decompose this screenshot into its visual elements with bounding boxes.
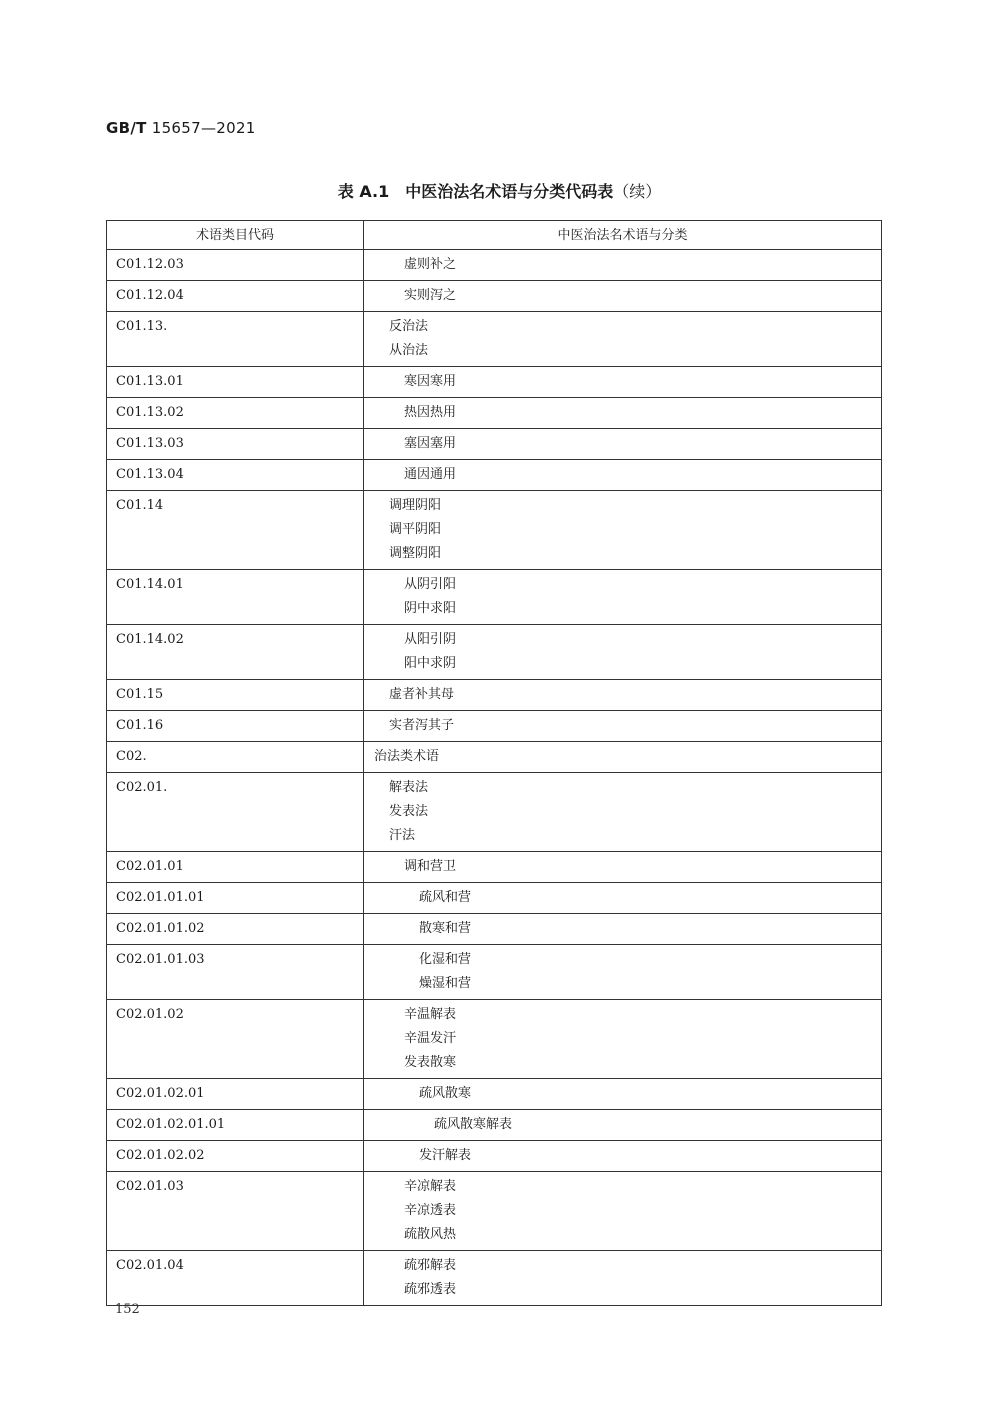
category-code-cell: C01.13.01 bbox=[107, 367, 364, 398]
table-row bbox=[107, 625, 882, 680]
term-text: 发表法 bbox=[389, 804, 429, 819]
term-cell bbox=[364, 460, 882, 491]
term-text: 疏风和营 bbox=[419, 890, 472, 905]
table-row bbox=[107, 281, 882, 312]
term-text: 寒因寒用 bbox=[404, 374, 457, 389]
category-code-cell: C02. bbox=[107, 742, 364, 773]
term-text: 反治法 bbox=[389, 319, 429, 334]
term-text: 调和营卫 bbox=[404, 859, 457, 874]
category-code-cell: C01.12.04 bbox=[107, 281, 364, 312]
term-text: 发表散寒 bbox=[404, 1055, 457, 1070]
table-row bbox=[107, 1110, 882, 1141]
term-text: 调平阴阳 bbox=[389, 522, 442, 537]
term-text: 疏散风热 bbox=[404, 1227, 457, 1242]
table-title-main: 表 A.1 中医治法名术语与分类代码表 bbox=[337, 182, 614, 201]
table-row bbox=[107, 1141, 882, 1172]
table-row bbox=[107, 945, 882, 1000]
table-row bbox=[107, 367, 882, 398]
table-row bbox=[107, 711, 882, 742]
term-text: 调理阴阳 bbox=[389, 498, 442, 513]
table-row bbox=[107, 1172, 882, 1251]
column-header-code: 术语类目代码 bbox=[107, 221, 364, 250]
category-code-cell: C02.01.03 bbox=[107, 1172, 364, 1251]
table-row bbox=[107, 250, 882, 281]
table-row bbox=[107, 1000, 882, 1079]
category-code-cell: C01.12.03 bbox=[107, 250, 364, 281]
standard-prefix: GB/T bbox=[106, 119, 147, 137]
table-row bbox=[107, 773, 882, 852]
term-text: 疏邪解表 bbox=[404, 1258, 457, 1273]
category-code-cell: C01.13.02 bbox=[107, 398, 364, 429]
term-cell bbox=[364, 1251, 882, 1306]
table-title bbox=[0, 179, 999, 202]
term-text: 调整阴阳 bbox=[389, 546, 442, 561]
term-text: 阴中求阳 bbox=[404, 601, 457, 616]
table-row bbox=[107, 429, 882, 460]
page-number: 152 bbox=[115, 1302, 140, 1317]
term-cell bbox=[364, 680, 882, 711]
category-code-cell: C01.14.01 bbox=[107, 570, 364, 625]
term-cell bbox=[364, 312, 882, 367]
table-row bbox=[107, 398, 882, 429]
table-row bbox=[107, 742, 882, 773]
term-text: 疏风散寒 bbox=[419, 1086, 472, 1101]
table-row bbox=[107, 1251, 882, 1306]
table-row bbox=[107, 680, 882, 711]
term-text: 实则泻之 bbox=[404, 288, 457, 303]
term-text: 解表法 bbox=[389, 780, 429, 795]
term-text: 从治法 bbox=[389, 343, 429, 358]
term-cell bbox=[364, 742, 882, 773]
term-text: 从阳引阴 bbox=[404, 632, 457, 647]
term-cell bbox=[364, 1000, 882, 1079]
term-cell bbox=[364, 883, 882, 914]
table-row bbox=[107, 460, 882, 491]
term-text: 热因热用 bbox=[404, 405, 457, 420]
term-cell bbox=[364, 945, 882, 1000]
category-code-cell: C01.14.02 bbox=[107, 625, 364, 680]
term-text: 辛温解表 bbox=[404, 1007, 457, 1022]
term-text: 治法类术语 bbox=[374, 749, 440, 764]
term-cell bbox=[364, 1079, 882, 1110]
term-cell bbox=[364, 250, 882, 281]
term-cell bbox=[364, 625, 882, 680]
term-cell bbox=[364, 852, 882, 883]
category-code-cell: C01.13.04 bbox=[107, 460, 364, 491]
category-code-cell: C02.01.02 bbox=[107, 1000, 364, 1079]
term-text: 散寒和营 bbox=[419, 921, 472, 936]
term-cell bbox=[364, 570, 882, 625]
category-code-cell: C02.01.02.02 bbox=[107, 1141, 364, 1172]
category-code-cell: C02.01.01 bbox=[107, 852, 364, 883]
table-row bbox=[107, 570, 882, 625]
standard-number: 15657—2021 bbox=[151, 119, 256, 137]
term-text: 从阴引阳 bbox=[404, 577, 457, 592]
category-code-cell: C02.01.02.01 bbox=[107, 1079, 364, 1110]
table-row bbox=[107, 914, 882, 945]
term-text: 塞因塞用 bbox=[404, 436, 457, 451]
term-text: 实者泻其子 bbox=[389, 718, 455, 733]
table-row bbox=[107, 491, 882, 570]
table-row bbox=[107, 312, 882, 367]
category-code-cell: C02.01. bbox=[107, 773, 364, 852]
category-code-cell: C01.13. bbox=[107, 312, 364, 367]
table-row bbox=[107, 1079, 882, 1110]
term-cell bbox=[364, 1110, 882, 1141]
table-header-row bbox=[107, 221, 882, 250]
term-cell bbox=[364, 491, 882, 570]
term-cell bbox=[364, 398, 882, 429]
terminology-code-table bbox=[106, 220, 882, 1306]
term-text: 疏风散寒解表 bbox=[434, 1117, 513, 1132]
table-body bbox=[107, 250, 882, 1306]
term-cell bbox=[364, 1141, 882, 1172]
column-header-term: 中医治法名术语与分类 bbox=[364, 221, 882, 250]
table-row bbox=[107, 883, 882, 914]
category-code-cell: C01.16 bbox=[107, 711, 364, 742]
term-text: 发汗解表 bbox=[419, 1148, 472, 1163]
category-code-cell: C02.01.01.02 bbox=[107, 914, 364, 945]
term-cell bbox=[364, 773, 882, 852]
term-text: 辛温发汗 bbox=[404, 1031, 457, 1046]
category-code-cell: C01.15 bbox=[107, 680, 364, 711]
term-text: 虚则补之 bbox=[404, 257, 457, 272]
term-text: 阳中求阴 bbox=[404, 656, 457, 671]
term-text: 虚者补其母 bbox=[389, 687, 455, 702]
term-cell bbox=[364, 281, 882, 312]
term-text: 疏邪透表 bbox=[404, 1282, 457, 1297]
term-text: 燥湿和营 bbox=[419, 976, 472, 991]
term-cell bbox=[364, 1172, 882, 1251]
category-code-cell: C02.01.01.01 bbox=[107, 883, 364, 914]
term-cell bbox=[364, 711, 882, 742]
category-code-cell: C01.14 bbox=[107, 491, 364, 570]
term-text: 辛凉透表 bbox=[404, 1203, 457, 1218]
term-text: 通因通用 bbox=[404, 467, 457, 482]
category-code-cell: C02.01.01.03 bbox=[107, 945, 364, 1000]
category-code-cell: C01.13.03 bbox=[107, 429, 364, 460]
term-text: 辛凉解表 bbox=[404, 1179, 457, 1194]
table-row bbox=[107, 852, 882, 883]
term-text: 汗法 bbox=[389, 828, 416, 843]
term-cell bbox=[364, 367, 882, 398]
category-code-cell: C02.01.02.01.01 bbox=[107, 1110, 364, 1141]
term-cell bbox=[364, 429, 882, 460]
term-text: 化湿和营 bbox=[419, 952, 472, 967]
category-code-cell: C02.01.04 bbox=[107, 1251, 364, 1306]
table-title-suffix: （续） bbox=[613, 182, 662, 201]
term-cell bbox=[364, 914, 882, 945]
document-header bbox=[106, 119, 256, 137]
